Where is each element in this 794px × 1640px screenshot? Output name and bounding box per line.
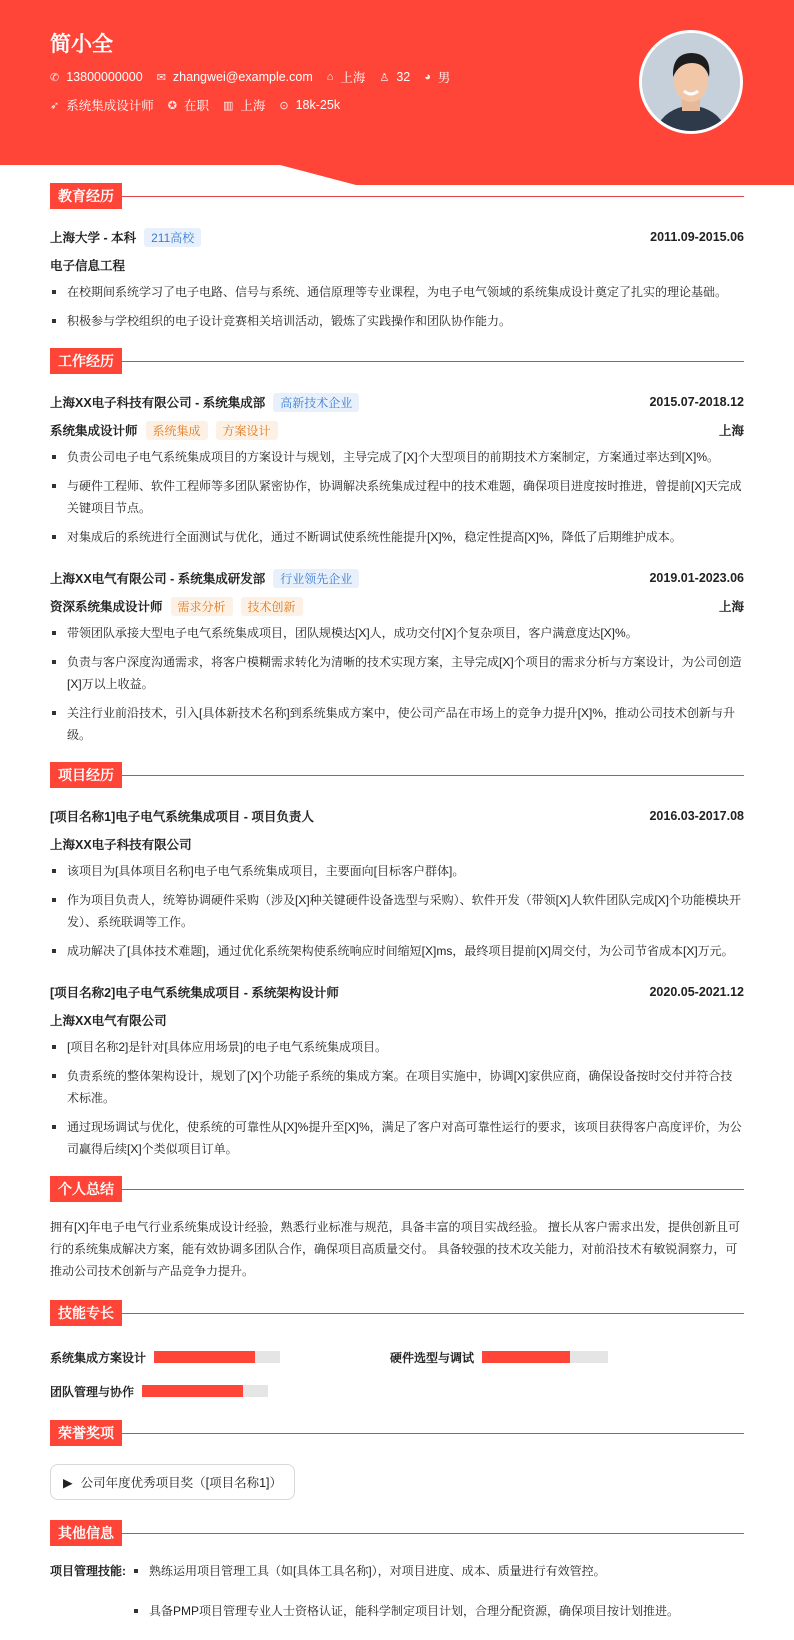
salary-icon: ⊙ <box>279 99 289 112</box>
project-item <box>50 802 744 962</box>
work-date: 2019.01-2023.06 <box>649 571 744 585</box>
skill-bar <box>142 1385 268 1397</box>
position: 系统集成设计师 <box>66 99 154 113</box>
section-other <box>50 1520 744 1546</box>
summary-text: 拥有[X]年电子电气行业系统集成设计经验，熟悉行业标准与规范，具备丰富的项目实战经验。 擅长从客户需求出发，提供创新且可行的系统集成解决方案，能有效协调多团队合作，确保项目高质量交付。 具备较强的技术攻关能力，对前沿技术有敏锐洞察力，可推动公司技术创新与产品竞争力提升。 <box>50 1220 741 1278</box>
role-tag: 需求分析 <box>171 597 233 616</box>
award-name: 公司年度优秀项目奖（[项目名称1]） <box>80 1476 283 1490</box>
list-item: 熟练运用项目管理工具（如[具体工具名称]），对项目进度、成本、质量进行有效管控。 <box>132 1560 679 1582</box>
project-name: [项目名称2]电子电气系统集成项目 - 系统架构设计师 <box>50 986 339 1000</box>
list-item: 对集成后的系统进行全面测试与优化，通过不断调试使系统性能提升[X]%，稳定性提高[X]%，降低了后期维护成本。 <box>50 526 744 548</box>
company: 上海XX电子科技有限公司 - 系统集成部 <box>50 396 266 410</box>
expand-triangle-icon: ▶ <box>63 1475 73 1490</box>
section-title: 项目经历 <box>50 762 122 788</box>
section-title: 技能专长 <box>50 1300 122 1326</box>
skill-bar-fill <box>482 1351 570 1363</box>
contact-row <box>50 68 450 86</box>
list-item: 负责与客户深度沟通需求，将客户模糊需求转化为清晰的技术实现方案，主导完成[X]个项目的需求分析与方案设计，为公司创造[X]万以上收益。 <box>50 651 744 695</box>
skill-bar-fill <box>154 1351 255 1363</box>
role: 资深系统集成设计师 <box>50 600 163 614</box>
project-name: [项目名称1]电子电气系统集成项目 - 项目负责人 <box>50 810 314 824</box>
section-awards <box>50 1420 744 1446</box>
section-summary <box>50 1176 744 1202</box>
divider <box>122 1313 744 1314</box>
list-item: 关注行业前沿技术，引入[具体新技术名称]到系统集成方案中，使公司产品在市场上的竞争力提升[X]%，推动公司技术创新与升级。 <box>50 702 744 746</box>
candidate-name: 简小全 <box>50 33 113 56</box>
role: 系统集成设计师 <box>50 424 138 438</box>
job-intent-row <box>50 96 340 114</box>
send-icon: ➶ <box>50 99 60 112</box>
divider <box>122 1189 744 1190</box>
divider <box>122 361 744 362</box>
project-company: 上海XX电子科技有限公司 <box>50 838 192 852</box>
section-projects <box>50 762 744 788</box>
company: 上海XX电气有限公司 - 系统集成研发部 <box>50 572 266 586</box>
section-skills <box>50 1300 744 1326</box>
skill-bar <box>154 1351 280 1363</box>
section-education <box>50 183 744 209</box>
major: 电子信息工程 <box>50 259 126 273</box>
avatar <box>639 30 743 134</box>
skill-item <box>50 1374 390 1408</box>
role-tag: 方案设计 <box>216 421 278 440</box>
age-icon: ♙ <box>379 71 390 84</box>
work-city: 上海 <box>718 424 744 438</box>
gender: 男 <box>437 71 451 85</box>
section-title: 个人总结 <box>50 1176 122 1202</box>
building-icon: ▥ <box>222 99 234 112</box>
work-item <box>50 388 744 548</box>
project-date: 2020.05-2021.12 <box>649 985 744 999</box>
target-city: 上海 <box>240 99 266 113</box>
project-date: 2016.03-2017.08 <box>649 809 744 823</box>
other-label: 项目管理技能: <box>50 1564 126 1578</box>
role-tag: 技术创新 <box>241 597 303 616</box>
company-tag: 高新技术企业 <box>273 393 359 412</box>
divider <box>122 196 744 197</box>
list-item: 通过现场调试与优化，使系统的可靠性从[X]%提升至[X]%，满足了客户对高可靠性运行的要求，该项目获得客户高度评价，为公司赢得后续[X]个类似项目订单。 <box>50 1116 744 1160</box>
school: 上海大学 - 本科 <box>50 231 137 245</box>
section-work <box>50 348 744 374</box>
city: 上海 <box>340 71 366 85</box>
phone-icon: ✆ <box>50 71 60 84</box>
section-title: 工作经历 <box>50 348 122 374</box>
email: zhangwei@example.com <box>172 70 313 84</box>
age: 32 <box>396 70 411 84</box>
edu-date: 2011.09-2015.06 <box>650 230 744 244</box>
list-item: 负责系统的整体架构设计，规划了[X]个功能子系统的集成方案。在项目实施中，协调[X]家供应商，确保设备按时交付并符合技术标准。 <box>50 1065 744 1109</box>
list-item: 作为项目负责人，统筹协调硬件采购（涉及[X]种关键硬件设备选型与采购）、软件开发（带领[X]人软件团队完成[X]个功能模块开发）、系统联调等工作。 <box>50 889 744 933</box>
gender-icon: ◕ <box>424 71 431 83</box>
skill-name: 硬件选型与调试 <box>390 1350 475 1365</box>
home-icon: ⌂ <box>326 71 334 83</box>
salary: 18k-25k <box>295 98 341 112</box>
section-title: 其他信息 <box>50 1520 122 1546</box>
role-tag: 系统集成 <box>146 421 208 440</box>
skill-item <box>50 1340 390 1374</box>
list-item: 积极参与学校组织的电子设计竞赛相关培训活动，锻炼了实践操作和团队协作能力。 <box>50 310 744 332</box>
list-item: 具备PMP项目管理专业人士资格认证，能科学制定项目计划，合理分配资源，确保项目按计划推进。 <box>132 1600 679 1622</box>
project-company: 上海XX电气有限公司 <box>50 1014 167 1028</box>
company-tag: 行业领先企业 <box>273 569 359 588</box>
list-item: 带领团队承接大型电子电气系统集成项目，团队规模达[X]人，成功交付[X]个复杂项目，客户满意度达[X]%。 <box>50 622 744 644</box>
status-icon: ✪ <box>167 99 177 112</box>
list-item: 与硬件工程师、软件工程师等多团队紧密协作，协调解决系统集成过程中的技术难题，确保项目进度按时推进，曾提前[X]天完成关键项目节点。 <box>50 475 744 519</box>
email-icon: ✉ <box>156 71 166 84</box>
status: 在职 <box>183 99 209 113</box>
list-item: [项目名称2]是针对[具体应用场景]的电子电气系统集成项目。 <box>50 1036 744 1058</box>
divider <box>122 1433 744 1434</box>
section-title: 教育经历 <box>50 183 122 209</box>
work-item <box>50 564 744 746</box>
skill-bar-fill <box>142 1385 243 1397</box>
project-item <box>50 978 744 1160</box>
school-tag: 211高校 <box>144 228 201 247</box>
skill-bar <box>482 1351 608 1363</box>
phone: 13800000000 <box>66 70 143 84</box>
divider <box>122 1533 744 1534</box>
list-item: 在校期间系统学习了电子电路、信号与系统、通信原理等专业课程，为电子电气领域的系统集成设计奠定了扎实的理论基础。 <box>50 281 744 303</box>
section-title: 荣誉奖项 <box>50 1420 122 1446</box>
divider <box>122 775 744 776</box>
work-date: 2015.07-2018.12 <box>649 395 744 409</box>
list-item: 成功解决了[具体技术难题]，通过优化系统架构使系统响应时间缩短[X]ms，最终项目提前[X]周交付，为公司节省成本[X]万元。 <box>50 940 744 962</box>
skill-name: 团队管理与协作 <box>50 1384 135 1399</box>
work-city: 上海 <box>718 600 744 614</box>
list-item: 该项目为[具体项目名称]电子电气系统集成项目，主要面向[目标客户群体]。 <box>50 860 744 882</box>
skill-name: 系统集成方案设计 <box>50 1350 147 1365</box>
resume-body <box>50 183 744 1640</box>
list-item: 负责公司电子电气系统集成项目的方案设计与规划，主导完成了[X]个大型项目的前期技术方案制定，方案通过率达到[X]%。 <box>50 446 744 468</box>
skill-item <box>390 1340 730 1374</box>
award-item[interactable] <box>50 1464 295 1500</box>
